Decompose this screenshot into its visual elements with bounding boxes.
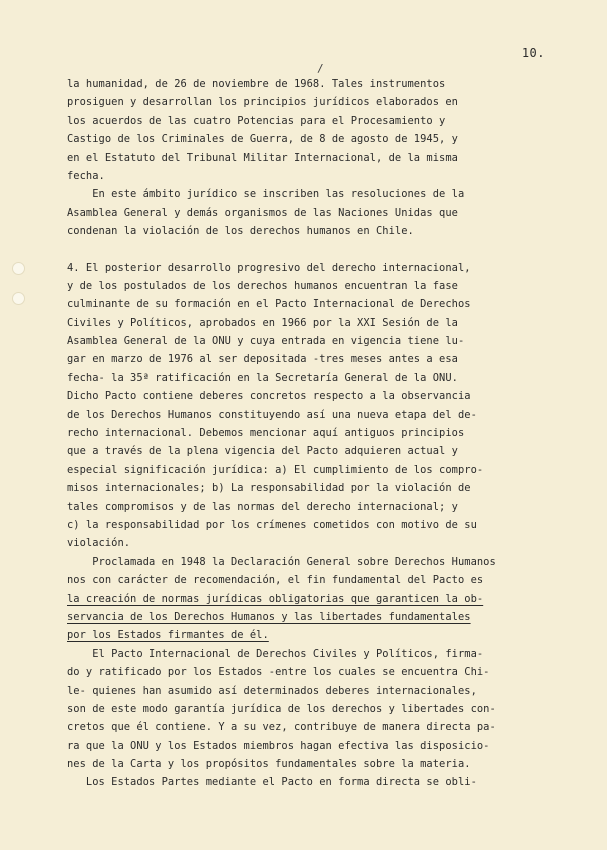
document-body (67, 75, 555, 792)
text-line: recho internacional. Debemos mencionar aquí antiguos principios (67, 427, 465, 440)
text-line: violación. (67, 537, 131, 550)
text-line: fecha- la 35ª ratificación en la Secretaría General de la ONU. (67, 371, 458, 384)
text-line: la humanidad, de 26 de noviembre de 1968. Tales instrumentos (67, 78, 446, 90)
text-line: Castigo de los Criminales de Guerra, de 8 de agosto de 1945, y (67, 133, 458, 146)
text-line: y de los postulados de los derechos humanos encuentran la fase (67, 279, 458, 292)
text-line: son de este modo garantía jurídica de los derechos y libertades con- (67, 702, 496, 715)
text-line: En este ámbito jurídico se inscriben las resoluciones de la (67, 188, 465, 201)
text-line: tales compromisos y de las normas del derecho internacional; y (67, 500, 458, 513)
text-line: gar en marzo de 1976 al ser depositada -tres meses antes a esa (67, 353, 458, 366)
punch-hole (12, 292, 25, 305)
punch-hole (12, 262, 25, 275)
text-line: culminante de su formación en el Pacto Internacional de Derechos (67, 298, 471, 311)
paragraph (67, 645, 555, 792)
text-line: de los Derechos Humanos constituyendo así una nueva etapa del de- (67, 408, 477, 421)
text-line: Civiles y Políticos, aprobados en 1966 por la XXI Sesión de la (67, 316, 458, 329)
text-line: condenan la violación de los derechos humanos en Chile. (67, 225, 414, 238)
text-line: misos internacionales; b) La responsabilidad por la violación de (67, 482, 471, 495)
text-line: cretos que él contiene. Y a su vez, contribuye de manera directa pa- (67, 721, 496, 734)
pen-mark: / (317, 62, 324, 75)
text-line: Asamblea General de la ONU y cuya entrada en vigencia tiene lu- (67, 335, 465, 348)
text-line: fecha. (67, 169, 105, 182)
paragraph (67, 75, 555, 185)
text-line: nos con carácter de recomendación, el fin fundamental del Pacto es (67, 574, 484, 587)
text-line: en el Estatuto del Tribunal Militar Internacional, de la misma (67, 151, 458, 164)
text-line: Los Estados Partes mediante el Pacto en forma directa se obli- (67, 776, 477, 789)
page-number: 10. (521, 46, 545, 60)
text-line: Dicho Pacto contiene deberes concretos respecto a la observancia (67, 390, 471, 403)
paragraph (67, 185, 555, 240)
text-line: El Pacto Internacional de Derechos Civiles y Políticos, firma- (67, 647, 484, 660)
text-line: Proclamada en 1948 la Declaración General sobre Derechos Humanos (67, 555, 496, 568)
paragraph (67, 259, 555, 553)
text-line: c) la responsabilidad por los crímenes cometidos con motivo de su (67, 518, 477, 531)
text-line: Asamblea General y demás organismos de las Naciones Unidas que (67, 206, 458, 219)
underlined-passage (67, 590, 555, 645)
text-line: ra que la ONU y los Estados miembros hagan efectiva las disposicio- (67, 739, 490, 752)
paragraph-gap (67, 241, 555, 259)
text-line: prosiguen y desarrollan los principios jurídicos elaborados en (67, 96, 458, 109)
text-line: que a través de la plena vigencia del Pacto adquieren actual y (67, 445, 458, 458)
text-line: especial significación jurídica: a) El cumplimiento de los compro- (67, 463, 484, 476)
text-line: por los Estados firmantes de él. (67, 629, 269, 642)
text-line: servancia de los Derechos Humanos y las libertades fundamentales (67, 610, 471, 623)
paragraph (67, 553, 555, 590)
text-line: nes de la Carta y los propósitos fundamentales sobre la materia. (67, 758, 471, 771)
text-line: do y ratificado por los Estados -entre los cuales se encuentra Chi- (67, 666, 490, 679)
text-line: 4. El posterior desarrollo progresivo del derecho internacional, (67, 261, 471, 274)
text-line: le- quienes han asumido así determinados deberes internacionales, (67, 684, 477, 697)
text-line: la creación de normas jurídicas obligatorias que garanticen la ob- (67, 592, 484, 605)
text-line: los acuerdos de las cuatro Potencias para el Procesamiento y (67, 114, 446, 127)
